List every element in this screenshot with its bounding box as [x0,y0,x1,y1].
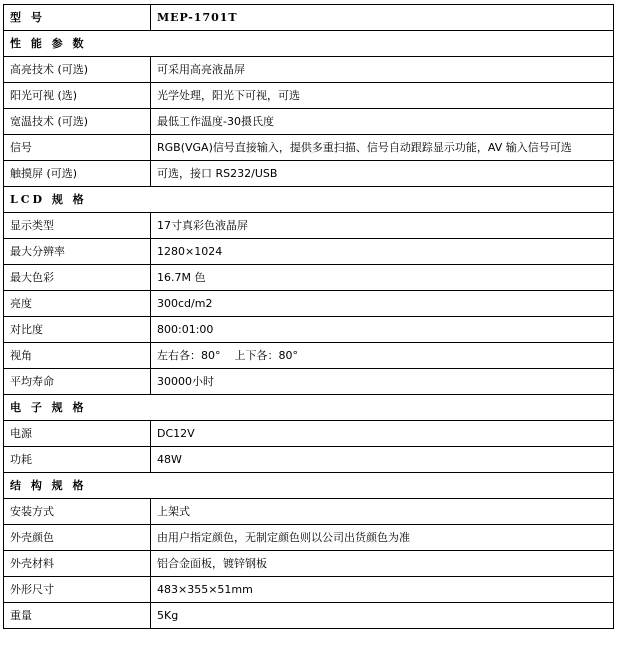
spec-value: 17寸真彩色液晶屏 [151,213,614,239]
model-label: 型 号 [4,5,151,31]
spec-label: 视角 [4,343,151,369]
spec-value: 可选，接口 RS232/USB [151,161,614,187]
table-row [4,447,614,473]
spec-value: 光学处理，阳光下可视，可选 [151,83,614,109]
table-row [4,109,614,135]
table-row [4,83,614,109]
section-title: LCD 规 格 [4,187,614,213]
spec-value: 16.7M 色 [151,265,614,291]
table-row [4,213,614,239]
model-value: MEP-1701T [151,5,614,31]
spec-table [3,4,614,629]
spec-label: 外形尺寸 [4,577,151,603]
table-row [4,135,614,161]
spec-label: 重量 [4,603,151,629]
section-header-electronic [4,395,614,421]
table-row [4,369,614,395]
spec-value: 由用户指定颜色，无制定颜色则以公司出货颜色为准 [151,525,614,551]
spec-label: 亮度 [4,291,151,317]
table-row [4,239,614,265]
spec-value: 300cd/m2 [151,291,614,317]
spec-label: 高亮技术 (可选) [4,57,151,83]
spec-value: 左右各：80° 上下各：80° [151,343,614,369]
table-row [4,525,614,551]
spec-value: 铝合金面板，镀锌钢板 [151,551,614,577]
spec-label: 外壳颜色 [4,525,151,551]
spec-value: 800:01:00 [151,317,614,343]
section-title: 结 构 规 格 [4,473,614,499]
spec-label: 触摸屏 (可选) [4,161,151,187]
table-row [4,577,614,603]
spec-label: 信号 [4,135,151,161]
section-header-structure [4,473,614,499]
spec-value: DC12V [151,421,614,447]
spec-label: 电源 [4,421,151,447]
spec-value: 30000小时 [151,369,614,395]
table-header-row [4,5,614,31]
spec-value: 48W [151,447,614,473]
section-title: 电 子 规 格 [4,395,614,421]
spec-value: 最低工作温度-30摄氏度 [151,109,614,135]
spec-label: 平均寿命 [4,369,151,395]
spec-value: 483×355×51mm [151,577,614,603]
spec-value: 5Kg [151,603,614,629]
spec-value: RGB(VGA)信号直接输入，提供多重扫描、信号自动跟踪显示功能，AV 输入信号可选 [151,135,614,161]
table-row [4,161,614,187]
spec-label: 最大色彩 [4,265,151,291]
spec-value: 可采用高亮液晶屏 [151,57,614,83]
spec-value: 上架式 [151,499,614,525]
spec-label: 宽温技术 (可选) [4,109,151,135]
spec-label: 外壳材料 [4,551,151,577]
spec-label: 功耗 [4,447,151,473]
section-header-lcd [4,187,614,213]
spec-label: 最大分辨率 [4,239,151,265]
table-row [4,343,614,369]
table-row [4,499,614,525]
section-header-performance [4,31,614,57]
table-row [4,421,614,447]
table-row [4,317,614,343]
spec-label: 阳光可视 (选) [4,83,151,109]
section-title: 性 能 参 数 [4,31,614,57]
table-row [4,265,614,291]
spec-label: 显示类型 [4,213,151,239]
table-row [4,603,614,629]
spec-label: 对比度 [4,317,151,343]
table-row [4,57,614,83]
spec-value: 1280×1024 [151,239,614,265]
table-row [4,291,614,317]
spec-label: 安装方式 [4,499,151,525]
table-row [4,551,614,577]
